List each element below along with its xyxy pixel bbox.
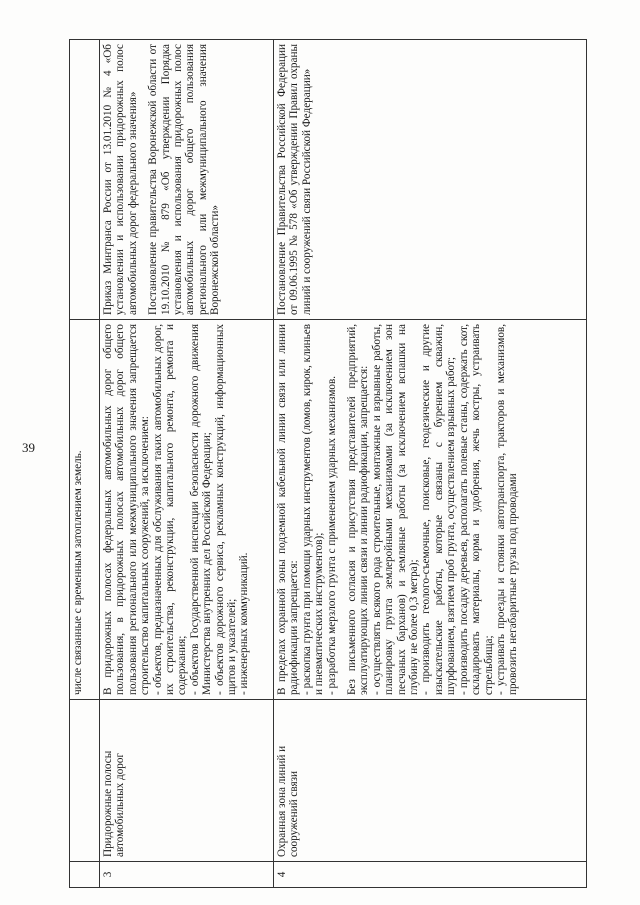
table-row [100, 40, 274, 888]
zone-name: Охранная зона линий и сооружений связи [274, 700, 587, 862]
row-number: 3 [100, 862, 274, 888]
restriction-text: - объектов, предназначенных для обслуживания таких автомобильных дорог, их строительства, реконструкции, капитального ремонта, ремонта и содержания; [151, 324, 189, 695]
cell-continuation-text: числе связанные с временным затоплением земель. [70, 320, 100, 700]
zones-table [69, 39, 587, 888]
document-text: Приказ Минтранса России от 13.01.2010 № 4 «Об установлении и использовании придорожных полос автомобильных дорог федерального значения» [102, 44, 139, 315]
restriction-text: - устраивать проезды и стоянки автотранспорта, тракторов и механизмов, провозить негабаритные грузы под проводами [494, 324, 520, 695]
cell-docs-empty [70, 40, 100, 320]
restriction-text: В пределах охранной зоны подземной кабельной линии связи или линии радиофикации запрещается: [276, 324, 301, 695]
table-row [274, 40, 587, 888]
documents-cell [100, 40, 274, 320]
cell-num-empty [70, 862, 100, 888]
restriction-text: - раскопка грунта при помощи ударных инструментов (ломов, кирок, клиньев и пневматических инструментов); [300, 324, 326, 695]
restriction-text: - производить геолого-съемочные, поисковые, геодезические и другие изыскательские работы, которые связаны с бурением скважин, шурфованием, взятием проб грунта, осуществлением взрывных работ; [420, 324, 458, 695]
page-number: 39 [22, 440, 35, 455]
zone-name: Придорожные полосы автомобильных дорог [100, 700, 274, 862]
cell-name-empty [70, 700, 100, 862]
documents-cell [274, 40, 587, 320]
table-row-continuation [70, 40, 100, 888]
restrictions-cell [100, 320, 274, 700]
document-text: Постановление Правительства Российской Федерации от 09.06.1995 № 578 «Об утверждении Правил охраны линий и сооружений связи Российской Федерации» [276, 44, 313, 315]
restriction-text: - инженерных коммуникаций. [238, 552, 251, 695]
document-text: Постановление правительства Воронежской области от 19.10.2010 № 879 «Об утверждении Порядка установления и использования придорожных полос автомобильных дорог общего пользования регионального или межмуниципального значения Воронежской области» [147, 44, 222, 315]
restriction-text: - производить посадку деревьев, располагать полевые станы, содержать скот, складировать материалы, корма и удобрения, жечь костры, устраивать стрельбища; [457, 324, 495, 695]
restrictions-cell [274, 320, 587, 700]
restriction-text: Без письменного согласия и присутствия представителей предприятий, эксплуатирующих линии связи и линии радиофикации, запрещается: [346, 324, 371, 695]
restriction-text: - объектов дорожного сервиса, рекламных конструкций, информационных щитов и указателей; [213, 324, 239, 695]
restriction-text: - осуществлять всякого рода строительные, монтажные и взрывные работы, планировку грунта землеройными механизмами (за исключением зон песчаных барханов) и земляные работы (за исключением вспашки на глубину не более 0,3 метра); [370, 324, 421, 695]
row-number: 4 [274, 862, 587, 888]
restriction-text: В придорожных полосах федеральных автомобильных дорог общего пользования, в придорожных полосах автомобильных дорог общего пользования регионального или межмуниципального значения запрещается строительство капитальных сооружений, за исключением: [102, 324, 152, 695]
rotated-table-container [69, 40, 586, 888]
restriction-text: - объектов Государственной инспекции безопасности дорожного движения Министерства внутренних дел Российской Федерации; [188, 324, 214, 695]
restriction-text: - разработка мерзлого грунта с применением ударных механизмов. [325, 375, 338, 695]
